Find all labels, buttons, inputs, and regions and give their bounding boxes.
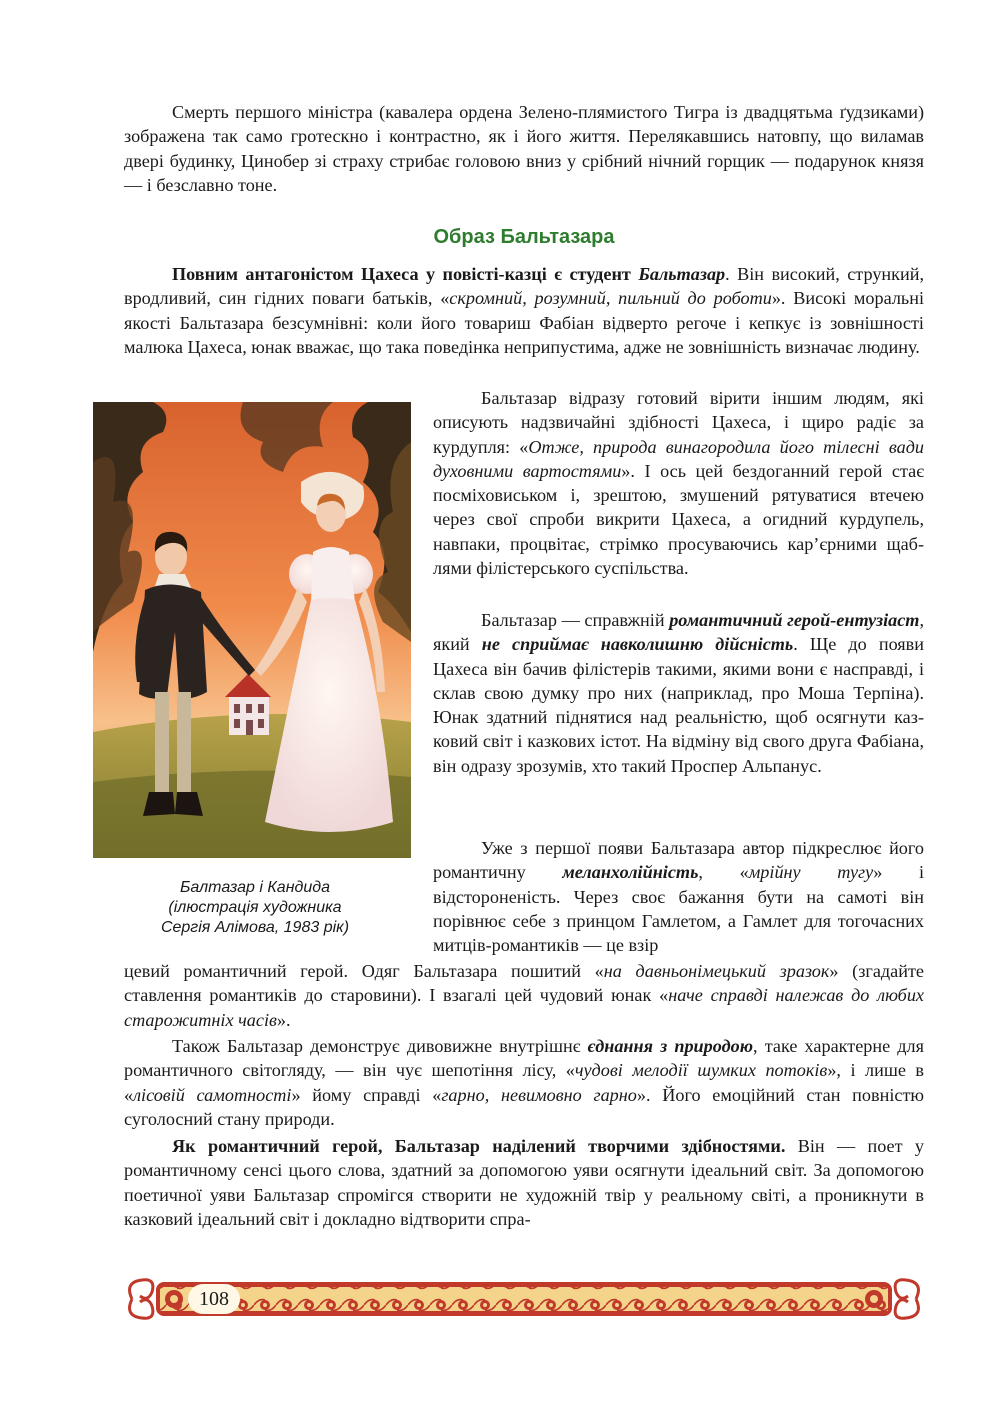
text: . Він високий, стрункий, вродливий, син гідних поваги батьків, « (124, 264, 925, 309)
key-term: єднання з природою (587, 1036, 754, 1056)
quote-text: мрійну тугу (748, 862, 874, 883)
section-heading: Образ Бальтазара (433, 226, 615, 248)
page-number: 108 (188, 1284, 240, 1314)
quote-text: чудові мелодії шумких потоків (574, 1060, 828, 1081)
text: ». І ось цей бездоганний герой стає посміховиськом і, зрештою, змушений рятуватися втечею через свої спроби викрити Цахеса, а огидний курдупель, навпаки, процвітає, стрімко просуваючись кар’єрними щаблями філістерського суспільства. (433, 460, 924, 579)
illustration-image (93, 402, 411, 858)
text: Бальтазар відразу готовий вірити іншим людям, які описують надзвичайні здібності Цахеса, і щиро радіє за курдупля: « (433, 388, 924, 457)
text: ». Високі моральні якості Бальтазара безсумнівні: коли його товариш Фабіан відверто регоче і кепкує із зовнішності малюка Цахеса, юнак вважає, що така поведінка неприпустима, адже не зовнішність визначає людину. (124, 288, 925, 357)
quote-text: наче справді належав до любих старожитніх часів (124, 985, 924, 1030)
text: ». Його емоційний стан повністю суголосний стану природи. (124, 1084, 924, 1129)
paragraph-melancholy-part1 (433, 836, 924, 957)
caption-line: (ілюстрація художника (168, 899, 342, 916)
paragraph-melancholy-part2 (124, 959, 924, 1032)
quote-text: Отже, природа винагородила його тілесні вади духовними вартостями (433, 436, 924, 481)
paragraph-nature (124, 1034, 924, 1131)
text: ». (276, 1009, 291, 1030)
text: , « (698, 862, 749, 883)
caption-line: Балтазар і Кандида (180, 879, 330, 896)
illustration-caption (100, 878, 410, 938)
paragraph-belief (433, 386, 924, 580)
bold-text: Як романтичний герой, Бальтазар наділений творчими здібностями. (172, 1136, 786, 1156)
illustration-baltazar-kandida (93, 402, 411, 858)
quote-text: на давньонімецький зразок (603, 961, 830, 981)
footer-ornament (122, 1272, 926, 1326)
text: Бальтазар — справжній (481, 610, 670, 630)
bold-italic-text: Бальтазар (638, 264, 726, 284)
paragraph-intro: Смерть першого міністра (кавалера ордена Зелено-плямистого Тигра із двадцятьма ґудзиками) зображена так само гротескно і контрастно, як і його життя. Перелякавшись натовпу, що виламав двері будинку, Цинобер зі страху стрибає головою вниз у срібний нічний горщик — подарунок князя — і безславно тоне. (124, 102, 924, 195)
text: », і лише в « (124, 1060, 924, 1105)
text: Він — поет у романтичному сенсі цього слова, здатний за допомогою уяви осягнути ідеальний світ. За допомогою поетичної уяви Бальтазар спромігся створити не художній твір у реальному світі, а проникнути в казковий ідеальний світ і докладно відтворити спра- (124, 1136, 924, 1229)
text: цевий романтичний герой. Одяг Бальтазара пошитий « (124, 961, 604, 981)
text: . Ще до появи Цахеса він бачив філістерів такими, якими вони є насправді, і склав свою думку про них (наприклад, про Моша Терпіна). Юнак здатний піднятися над реальністю, щоб осягнути казковий світ і казкових істот. На відміну від свого друга Фабіана, він одразу зрозумів, хто такий Проспер Альпанус. (433, 634, 924, 776)
paragraph-antagonist (124, 262, 924, 359)
text: Уже з першої появи Бальтазара автор підкреслює його романтичну (433, 838, 924, 883)
text: » (згадайте ставлення романтиків до старовини). І взагалі цей чудовий юнак « (124, 961, 924, 1006)
key-term: меланхолійність (562, 862, 699, 883)
quote-text: гарно, невимовно гарно (441, 1084, 637, 1105)
paragraph-romantic-hero (433, 608, 924, 778)
text: , який (433, 610, 924, 655)
text: » йому справді « (291, 1084, 442, 1105)
quote-text: скромний, розумний, пильний до роботи (449, 288, 772, 309)
text: , таке характерне для романтичного світогляду, — він чує шепотіння лісу, « (124, 1036, 924, 1081)
caption-line: Сергія Алімова, 1983 рік) (160, 919, 350, 936)
key-term: романтичний герой-ентузіаст (669, 610, 920, 630)
key-term: не сприймає навколишню дійсність (481, 634, 794, 655)
bold-text: Повним антагоністом Цахеса у повісті-казці є студент (172, 264, 639, 284)
paragraph-creativity (124, 1134, 924, 1231)
text: » і відстороненість. Через своє бажання бути на самоті він порівнює себе з принцом Гамлетом, а Гамлет для тогочасних митців-романтиків — це взір (433, 862, 924, 956)
text: Також Бальтазар демонструє дивовижне внутрішнє (172, 1036, 588, 1056)
quote-text: лісовій самотності (133, 1084, 292, 1105)
